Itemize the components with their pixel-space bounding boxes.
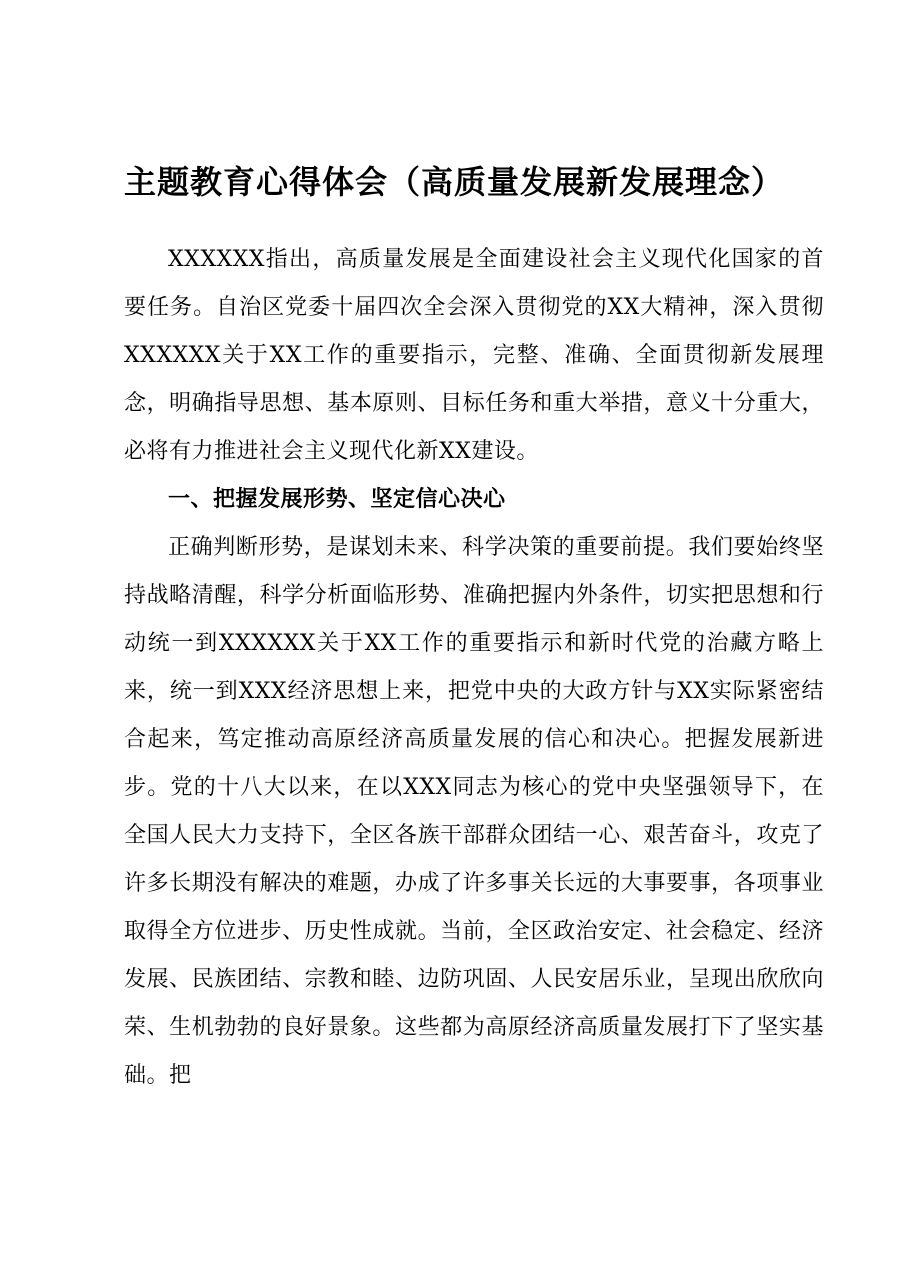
document-page (124, 150, 824, 1100)
document-title: 主题教育心得体会（高质量发展新发展理念） (124, 163, 785, 201)
section-body-paragraph: 正确判断形势，是谋划未来、科学决策的重要前提。我们要始终坚持战略清醒，科学分析面临形势、准确把握内外条件，切实把思想和行动统一到XXXXXX关于XX工作的重要指示和新时代党的治藏方略上来，统一到XXX经济思想上来，把党中央的大政方针与XX实际紧密结合起来，笃定推动高原经济高质量发展的信心和决心。把握发展新进步。党的十八大以来，在以XXX同志为核心的党中央坚强领导下，在全国人民大力支持下，全区各族干部群众团结一心、艰苦奋斗，攻克了许多长期没有解决的难题，办成了许多事关长远的大事要事，各项事业取得全方位进步、历史性成就。当前，全区政治安定、社会稳定、经济发展、民族团结、宗教和睦、边防巩固、人民安居乐业，呈现出欣欣向荣、生机勃勃的良好景象。这些都为高原经济高质量发展打下了坚实基础。把 (124, 535, 824, 1088)
intro-paragraph: XXXXXX指出，高质量发展是全面建设社会主义现代化国家的首要任务。自治区党委十届四次全会深入贯彻党的XX大精神，深入贯彻XXXXXX关于XX工作的重要指示，完整、准确、全面贯彻新发展理念，明确指导思想、基本原则、目标任务和重大举措，意义十分重大，必将有力推进社会主义现代化新XX建设。 (124, 247, 824, 464)
section-heading: 一、把握发展形势、坚定信心决心 (168, 487, 506, 512)
